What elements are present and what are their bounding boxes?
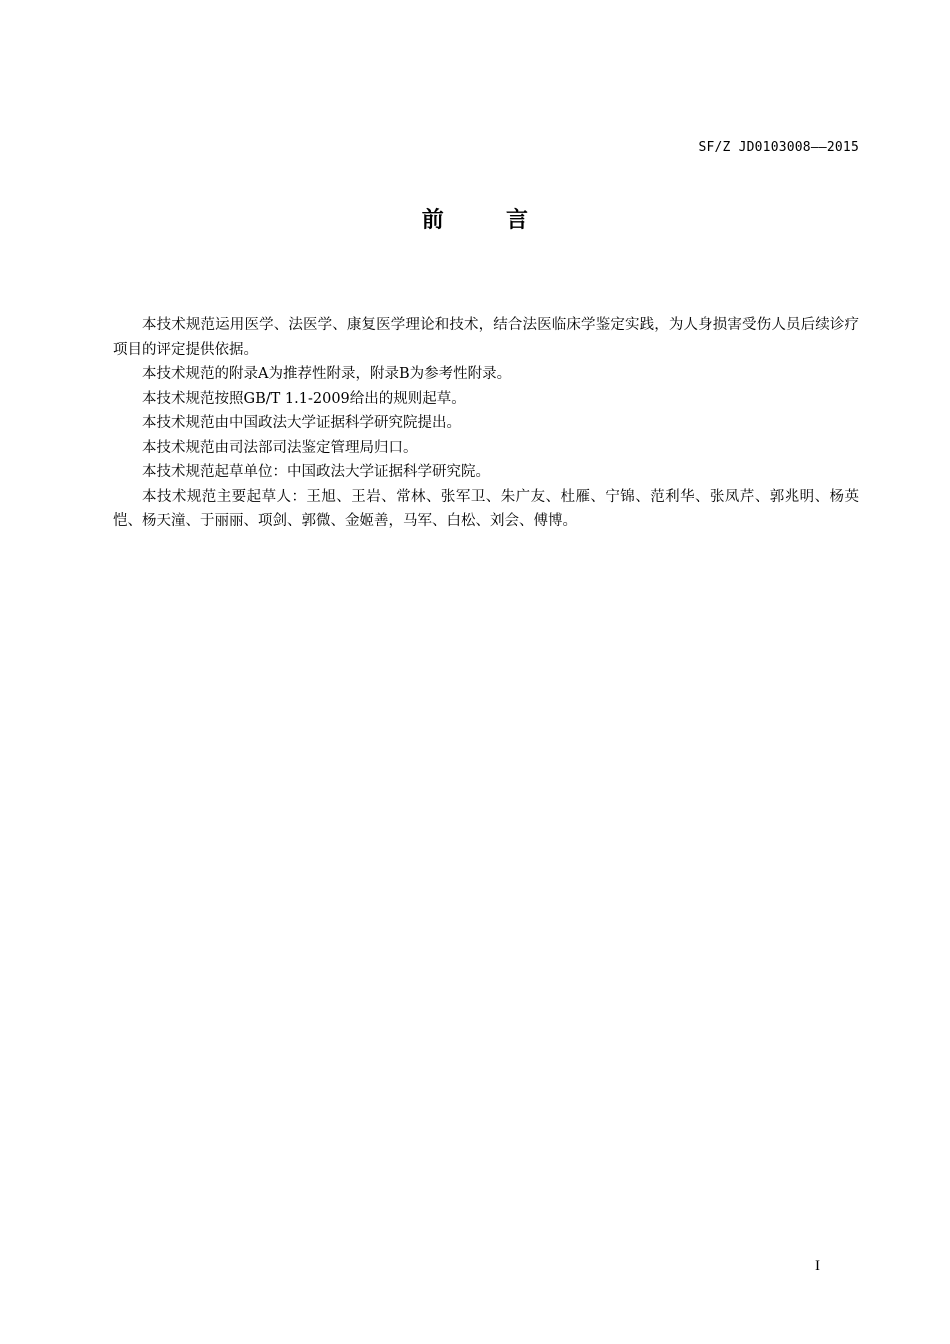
paragraph-appendix: 本技术规范的附录A为推荐性附录，附录B为参考性附录。 xyxy=(142,366,512,382)
paragraph-drafting-rules: 本技术规范按照GB/T 1.1-2009给出的规则起草。 xyxy=(142,390,466,407)
paragraph-scope: 本技术规范运用医学、法医学、康复医学理论和技术，结合法医临床学鉴定实践，为人身损害受伤人员后续诊疗项目的评定提供依据。 xyxy=(113,317,859,358)
paragraph-drafting-unit: 本技术规范起草单位：中国政法大学证据科学研究院。 xyxy=(142,464,490,480)
paragraph-proposer: 本技术规范由中国政法大学证据科学研究院提出。 xyxy=(142,415,461,431)
title-char-1: 前 xyxy=(421,208,444,233)
page-number: I xyxy=(815,1258,820,1274)
foreword-body xyxy=(113,313,859,534)
paragraph-drafters: 本技术规范主要起草人：王旭、王岩、常林、张军卫、朱广友、杜雁、宁锦、范利华、张凤芹、郭兆明、杨英恺、杨天潼、于丽丽、项剑、郭微、金姬善，马军、白松、刘会、傅博。 xyxy=(113,488,859,529)
paragraph-administrator: 本技术规范由司法部司法鉴定管理局归口。 xyxy=(142,439,418,456)
document-code: SF/Z JD0103008——2015 xyxy=(698,140,859,155)
page-title xyxy=(0,203,950,234)
title-char-2: 言 xyxy=(506,208,529,233)
